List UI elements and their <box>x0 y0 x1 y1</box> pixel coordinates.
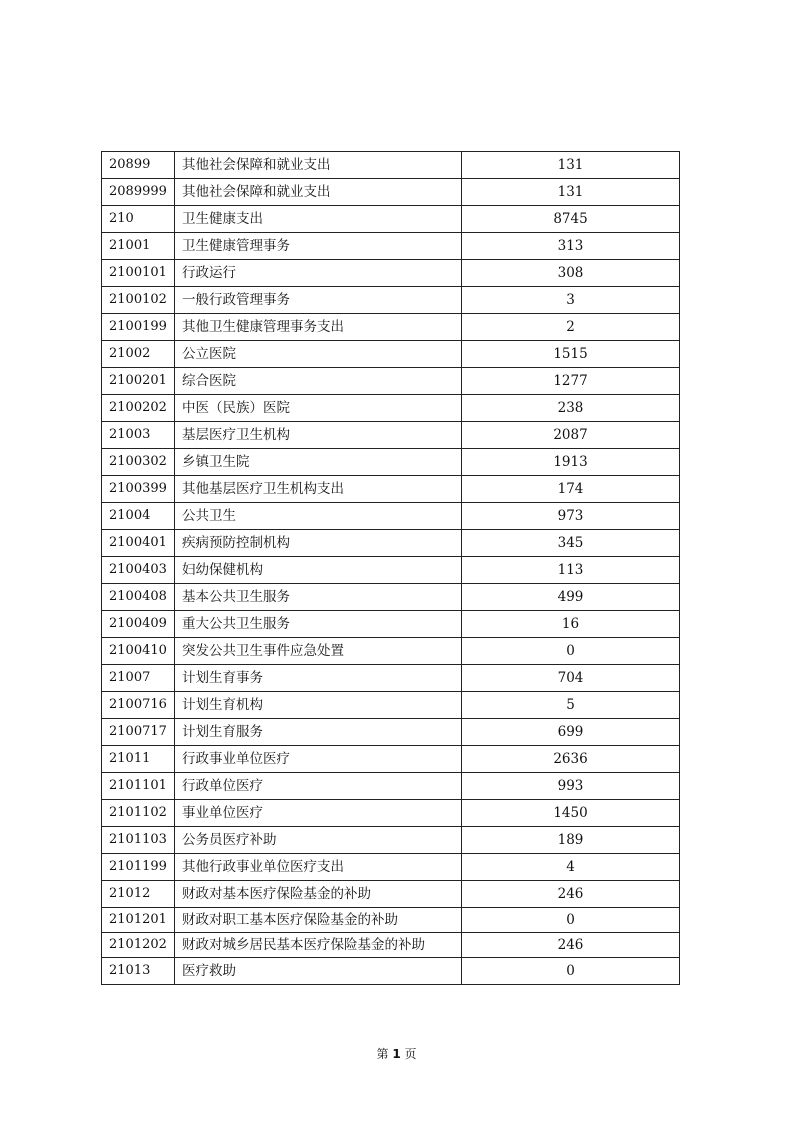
row-code: 2100403 <box>102 557 175 584</box>
page-number: 1 <box>392 1047 401 1061</box>
row-name: 其他社会保障和就业支出 <box>175 179 462 206</box>
row-name: 财政对职工基本医疗保险基金的补助 <box>175 908 462 933</box>
table-row <box>102 395 680 422</box>
row-name: 财政对城乡居民基本医疗保险基金的补助 <box>175 933 462 958</box>
row-code: 20899 <box>102 152 175 179</box>
row-amount: 1515 <box>462 341 680 368</box>
row-code: 21003 <box>102 422 175 449</box>
footer-suffix: 页 <box>404 1047 417 1061</box>
row-name: 公务员医疗补助 <box>175 827 462 854</box>
row-amount: 704 <box>462 665 680 692</box>
row-code: 2100401 <box>102 530 175 557</box>
table-row <box>102 557 680 584</box>
row-name: 重大公共卫生服务 <box>175 611 462 638</box>
table-row <box>102 638 680 665</box>
table-row <box>102 530 680 557</box>
row-name: 其他基层医疗卫生机构支出 <box>175 476 462 503</box>
table-row <box>102 719 680 746</box>
row-name: 财政对基本医疗保险基金的补助 <box>175 881 462 908</box>
table-row <box>102 881 680 908</box>
row-name: 计划生育服务 <box>175 719 462 746</box>
row-amount: 4 <box>462 854 680 881</box>
row-code: 2101102 <box>102 800 175 827</box>
row-code: 2100101 <box>102 260 175 287</box>
row-amount: 3 <box>462 287 680 314</box>
row-amount: 5 <box>462 692 680 719</box>
row-amount: 246 <box>462 933 680 958</box>
row-name: 卫生健康管理事务 <box>175 233 462 260</box>
row-amount: 1450 <box>462 800 680 827</box>
row-code: 21011 <box>102 746 175 773</box>
row-code: 21012 <box>102 881 175 908</box>
row-name: 基本公共卫生服务 <box>175 584 462 611</box>
table-row <box>102 773 680 800</box>
table-row <box>102 476 680 503</box>
table-row <box>102 503 680 530</box>
row-code: 2100409 <box>102 611 175 638</box>
row-name: 行政事业单位医疗 <box>175 746 462 773</box>
row-name: 其他行政事业单位医疗支出 <box>175 854 462 881</box>
row-amount: 2636 <box>462 746 680 773</box>
row-amount: 8745 <box>462 206 680 233</box>
row-name: 中医（民族）医院 <box>175 395 462 422</box>
row-name: 乡镇卫生院 <box>175 449 462 476</box>
row-name: 综合医院 <box>175 368 462 395</box>
table-row <box>102 933 680 958</box>
row-code: 2100199 <box>102 314 175 341</box>
row-amount: 0 <box>462 958 680 985</box>
row-code: 2100202 <box>102 395 175 422</box>
row-code: 2101101 <box>102 773 175 800</box>
row-amount: 238 <box>462 395 680 422</box>
row-amount: 189 <box>462 827 680 854</box>
budget-table-body <box>102 152 680 985</box>
page-footer <box>0 1045 793 1062</box>
row-code: 2101103 <box>102 827 175 854</box>
row-amount: 499 <box>462 584 680 611</box>
row-code: 2100201 <box>102 368 175 395</box>
row-amount: 16 <box>462 611 680 638</box>
row-code: 2100410 <box>102 638 175 665</box>
row-amount: 308 <box>462 260 680 287</box>
row-name: 医疗救助 <box>175 958 462 985</box>
row-amount: 699 <box>462 719 680 746</box>
table-row <box>102 179 680 206</box>
table-row <box>102 314 680 341</box>
row-amount: 1277 <box>462 368 680 395</box>
footer-prefix: 第 <box>376 1047 389 1061</box>
row-amount: 131 <box>462 152 680 179</box>
row-code: 2100716 <box>102 692 175 719</box>
table-row <box>102 908 680 933</box>
row-name: 卫生健康支出 <box>175 206 462 233</box>
row-amount: 973 <box>462 503 680 530</box>
table-row <box>102 152 680 179</box>
table-row <box>102 233 680 260</box>
row-code: 21001 <box>102 233 175 260</box>
row-amount: 0 <box>462 638 680 665</box>
row-amount: 2 <box>462 314 680 341</box>
row-name: 事业单位医疗 <box>175 800 462 827</box>
row-amount: 131 <box>462 179 680 206</box>
table-row <box>102 206 680 233</box>
row-name: 计划生育事务 <box>175 665 462 692</box>
row-name: 行政运行 <box>175 260 462 287</box>
row-amount: 0 <box>462 908 680 933</box>
row-amount: 2087 <box>462 422 680 449</box>
table-row <box>102 341 680 368</box>
table-row <box>102 611 680 638</box>
row-code: 21013 <box>102 958 175 985</box>
row-name: 突发公共卫生事件应急处置 <box>175 638 462 665</box>
row-name: 基层医疗卫生机构 <box>175 422 462 449</box>
table-row <box>102 958 680 985</box>
row-name: 其他卫生健康管理事务支出 <box>175 314 462 341</box>
row-code: 21004 <box>102 503 175 530</box>
row-name: 行政单位医疗 <box>175 773 462 800</box>
row-name: 疾病预防控制机构 <box>175 530 462 557</box>
table-row <box>102 692 680 719</box>
row-name: 一般行政管理事务 <box>175 287 462 314</box>
table-row <box>102 746 680 773</box>
table-row <box>102 368 680 395</box>
row-code: 2101199 <box>102 854 175 881</box>
table-row <box>102 422 680 449</box>
row-code: 2100302 <box>102 449 175 476</box>
row-code: 2100717 <box>102 719 175 746</box>
table-row <box>102 287 680 314</box>
row-code: 2100102 <box>102 287 175 314</box>
row-code: 21002 <box>102 341 175 368</box>
table-row <box>102 800 680 827</box>
budget-table <box>101 151 680 985</box>
row-code: 2089999 <box>102 179 175 206</box>
row-amount: 174 <box>462 476 680 503</box>
table-row <box>102 449 680 476</box>
row-amount: 1913 <box>462 449 680 476</box>
row-name: 妇幼保健机构 <box>175 557 462 584</box>
row-amount: 113 <box>462 557 680 584</box>
row-amount: 246 <box>462 881 680 908</box>
table-row <box>102 584 680 611</box>
row-name: 计划生育机构 <box>175 692 462 719</box>
row-name: 公立医院 <box>175 341 462 368</box>
row-name: 公共卫生 <box>175 503 462 530</box>
row-code: 2100408 <box>102 584 175 611</box>
table-row <box>102 260 680 287</box>
table-row <box>102 665 680 692</box>
row-code: 2101201 <box>102 908 175 933</box>
row-amount: 313 <box>462 233 680 260</box>
row-code: 210 <box>102 206 175 233</box>
row-code: 21007 <box>102 665 175 692</box>
row-code: 2100399 <box>102 476 175 503</box>
row-amount: 345 <box>462 530 680 557</box>
table-row <box>102 854 680 881</box>
row-code: 2101202 <box>102 933 175 958</box>
row-name: 其他社会保障和就业支出 <box>175 152 462 179</box>
row-amount: 993 <box>462 773 680 800</box>
table-row <box>102 827 680 854</box>
